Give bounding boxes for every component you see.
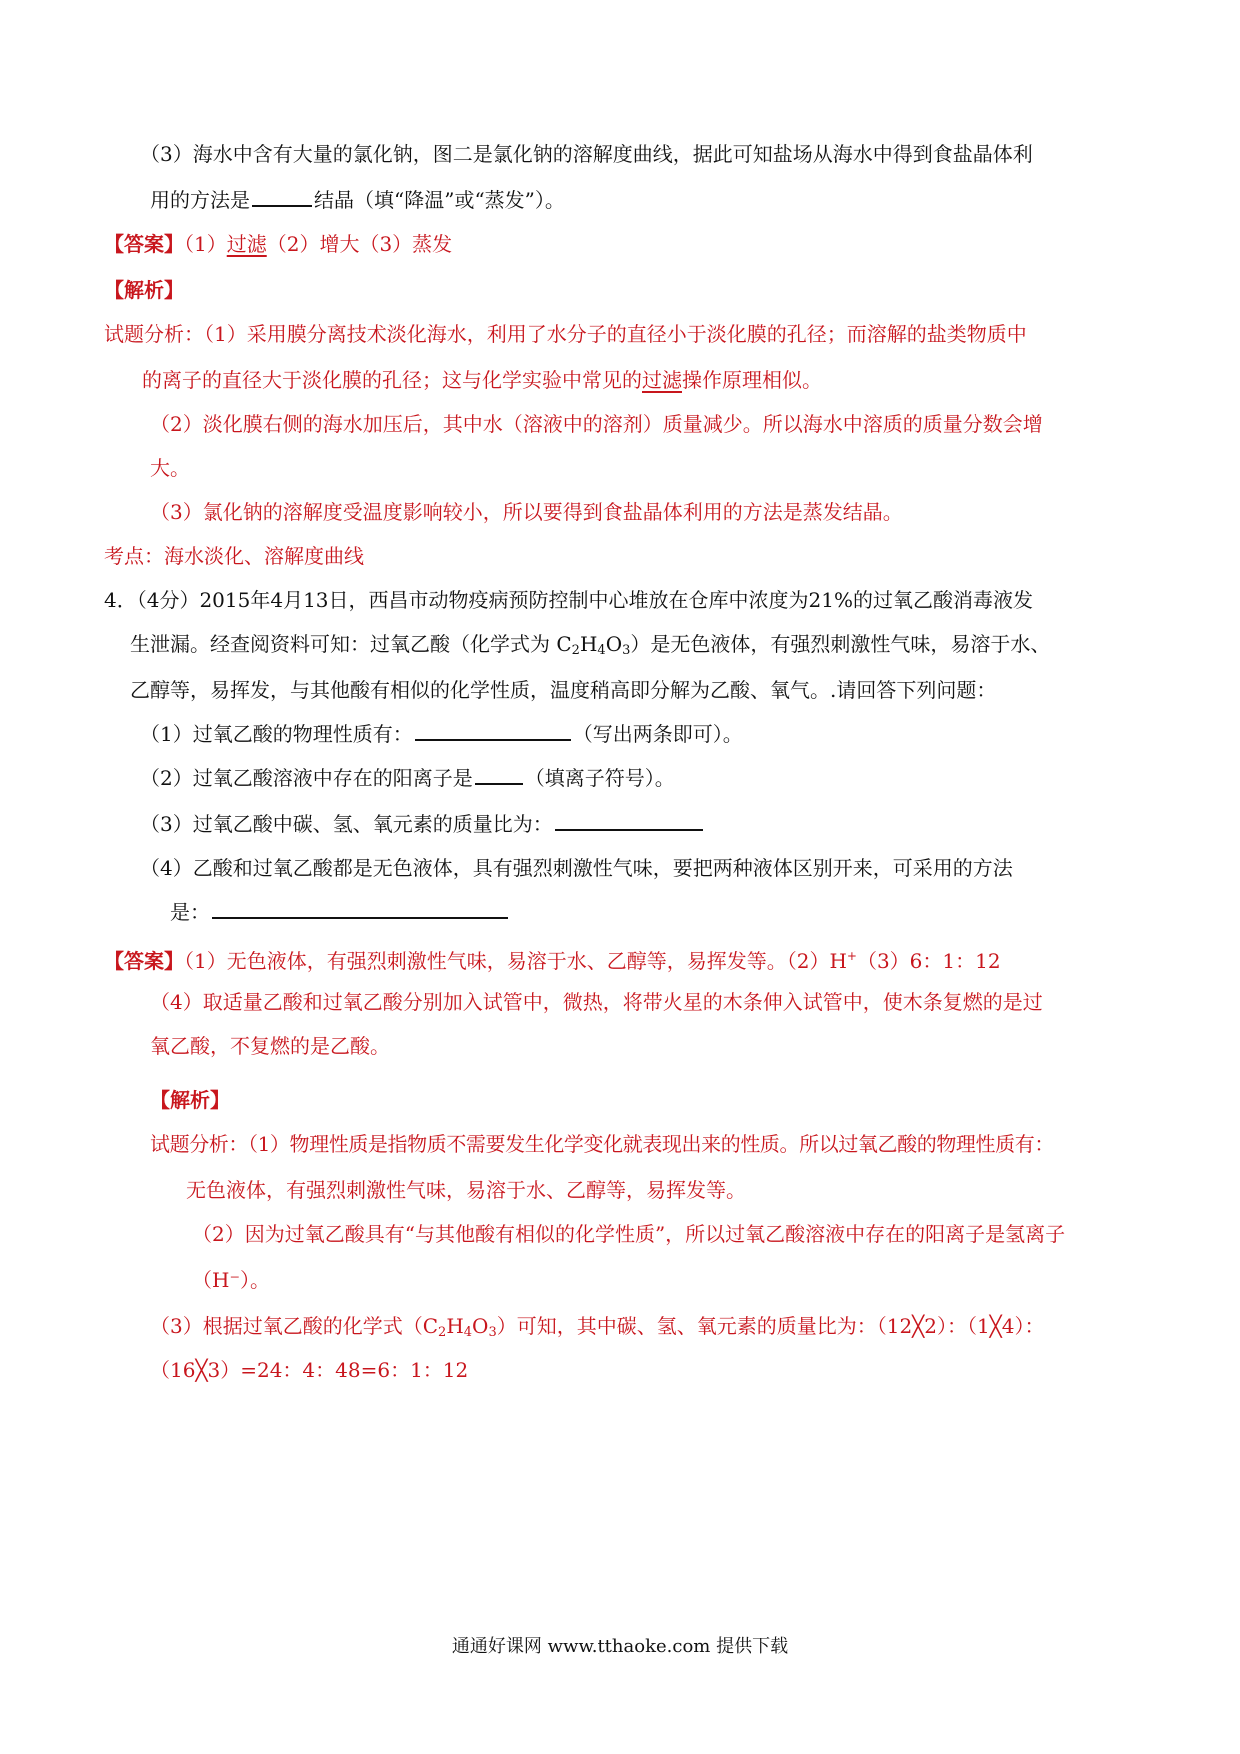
answer-blank xyxy=(415,721,571,741)
analysis-line-4: 大。 xyxy=(150,456,190,480)
answer-blank xyxy=(475,765,523,785)
analysis4-line-5: （3）根据过氧乙酸的化学式$(C_2H_4O_3)$可知，其中碳、氢、氧元素的质量比为：（12╳2）：（1╳4）： xyxy=(150,1314,1045,1340)
q4-part-4: （4）乙酸和过氧乙酸都是无色液体，具有强烈刺激性气味，要把两种液体区别开来，可采用的方法 xyxy=(140,856,1013,880)
q4-part-2: （2）过氧乙酸溶液中存在的阳离子是 （填离子符号）。 xyxy=(140,766,675,790)
answer-line: 【答案】（1）过滤（2）增大（3）蒸发 xyxy=(104,232,453,256)
kaodian-line: 考点：海水淡化、溶解度曲线 xyxy=(104,544,364,568)
q3-line-1: （3）海水中含有大量的氯化钠，图二是氯化钠的溶解度曲线，据此可知盐场从海水中得到食盐晶体利 xyxy=(140,142,1033,166)
analysis-line-3: （2）淡化膜右侧的海水加压后，其中水（溶液中的溶剂）质量减少。所以海水中溶质的质量分数会增 xyxy=(150,412,1043,436)
answer-blank xyxy=(555,811,703,831)
answer4-line-2: （4）取适量乙酸和过氧乙酸分别加入试管中，微热，将带火星的木条伸入试管中，使木条复燃的是过 xyxy=(150,990,1043,1014)
q4-line-2: 生泄漏。经查阅资料可知：过氧乙酸（化学式为 $C_2H_4O_3$）是无色液体，有强烈刺激性气味，易溶于水、 xyxy=(130,632,1051,658)
analysis-line-2: 的离子的直径大于淡化膜的孔径；这与化学实验中常见的过滤操作原理相似。 xyxy=(142,368,822,392)
analysis4-heading: 【解析】 xyxy=(150,1088,230,1112)
analysis-line-1: 试题分析：（1）采用膜分离技术淡化海水，利用了水分子的直径小于淡化膜的孔径；而溶解的盐类物质中 xyxy=(104,322,1027,346)
q4-line-3: 乙醇等，易挥发，与其他酸有相似的化学性质，温度稍高即分解为乙酸、氧气。.请回答下列问题： xyxy=(130,678,997,702)
analysis4-line-4: （H⁻）。 xyxy=(192,1268,270,1292)
analysis4-line-2: 无色液体，有强烈刺激性气味，易溶于水、乙醇等，易挥发等。 xyxy=(186,1178,746,1202)
analysis4-line-1: 试题分析：（1）物理性质是指物质不需要发生化学变化就表现出来的性质。所以过氧乙酸的物理性质有： xyxy=(150,1132,1054,1156)
analysis-line-5: （3）氯化钠的溶解度受温度影响较小，所以要得到食盐晶体利用的方法是蒸发结晶。 xyxy=(150,500,903,524)
q3-line-2: 用的方法是 结晶（填“降温”或“蒸发”）。 xyxy=(150,188,565,212)
analysis4-line-6: （16╳3）=24：4：48=6：1：12 xyxy=(150,1358,469,1382)
answer-blank xyxy=(212,899,508,919)
page-footer: 通通好课网 www.tthaoke.com 提供下载 xyxy=(451,1636,789,1657)
answer4-line-3: 氧乙酸，不复燃的是乙酸。 xyxy=(150,1034,390,1058)
q4-line-1: 4．（4分）2015年4月13日，西昌市动物疫病预防控制中心堆放在仓库中浓度为21%的过氧乙酸消毒液发 xyxy=(104,588,1033,612)
answer4-line-1: 【答案】（1）无色液体，有强烈刺激性气味，易溶于水、乙醇等，易挥发等。（2）H+（3）6：1：12 xyxy=(104,949,1001,973)
q4-part-4-cont: 是： xyxy=(170,898,510,926)
q4-part-1: （1）过氧乙酸的物理性质有： （写出两条即可）。 xyxy=(140,722,743,746)
analysis-heading: 【解析】 xyxy=(104,278,184,302)
q4-part-3: （3）过氧乙酸中碳、氢、氧元素的质量比为： xyxy=(140,810,705,838)
answer-blank xyxy=(252,187,312,207)
analysis4-line-3: （2）因为过氧乙酸具有“与其他酸有相似的化学性质”，所以过氧乙酸溶液中存在的阳离子是氢离子 xyxy=(192,1222,1066,1246)
